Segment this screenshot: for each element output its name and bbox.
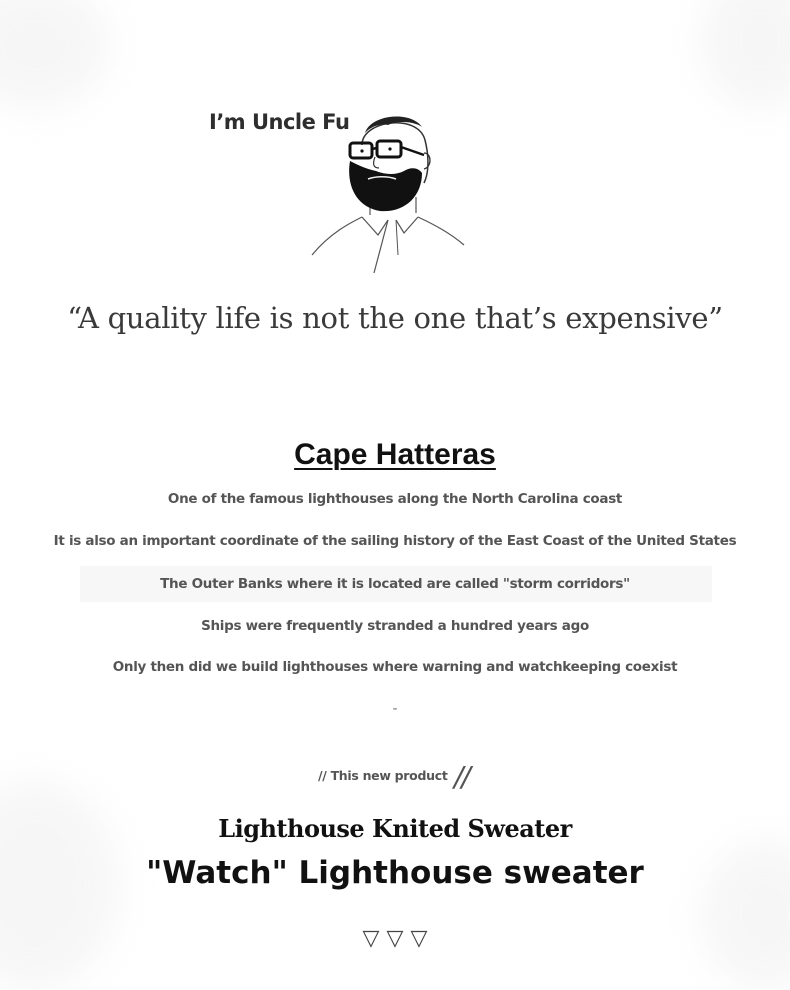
- product-name: Lighthouse Knited Sweater: [218, 814, 572, 843]
- story-line: The Outer Banks where it is located are called "storm corridors": [160, 576, 630, 592]
- section-title: [0, 438, 790, 472]
- story-line: It is also an important coordinate of the sailing history of the East Coast of the United States: [53, 533, 737, 549]
- section-title-text: Cape Hatteras: [294, 438, 496, 471]
- bearded-man-portrait-icon: [300, 105, 475, 280]
- background-shape: [0, 0, 110, 110]
- author-label: I’m Uncle Fu: [209, 110, 350, 134]
- product-tag: [318, 758, 488, 794]
- down-triangle-icon: ▽: [410, 926, 428, 951]
- down-triangle-icon: ▽: [386, 926, 404, 951]
- scroll-down-indicator: [0, 926, 790, 951]
- product-subtitle: "Watch" Lighthouse sweater: [146, 855, 644, 891]
- tagline-quote: “A quality life is not the one that’s expensive”: [67, 301, 723, 335]
- background-shape: [700, 0, 790, 110]
- story-line: Ships were frequently stranded a hundred years ago: [201, 618, 589, 634]
- down-triangle-icon: ▽: [362, 926, 380, 951]
- story-line: Only then did we build lighthouses where warning and watchkeeping coexist: [112, 659, 678, 675]
- section-divider: -: [392, 701, 398, 717]
- double-slash-icon: //: [454, 760, 469, 793]
- product-tag-label: // This new product: [318, 768, 448, 783]
- story-line: One of the famous lighthouses along the North Carolina coast: [167, 491, 623, 507]
